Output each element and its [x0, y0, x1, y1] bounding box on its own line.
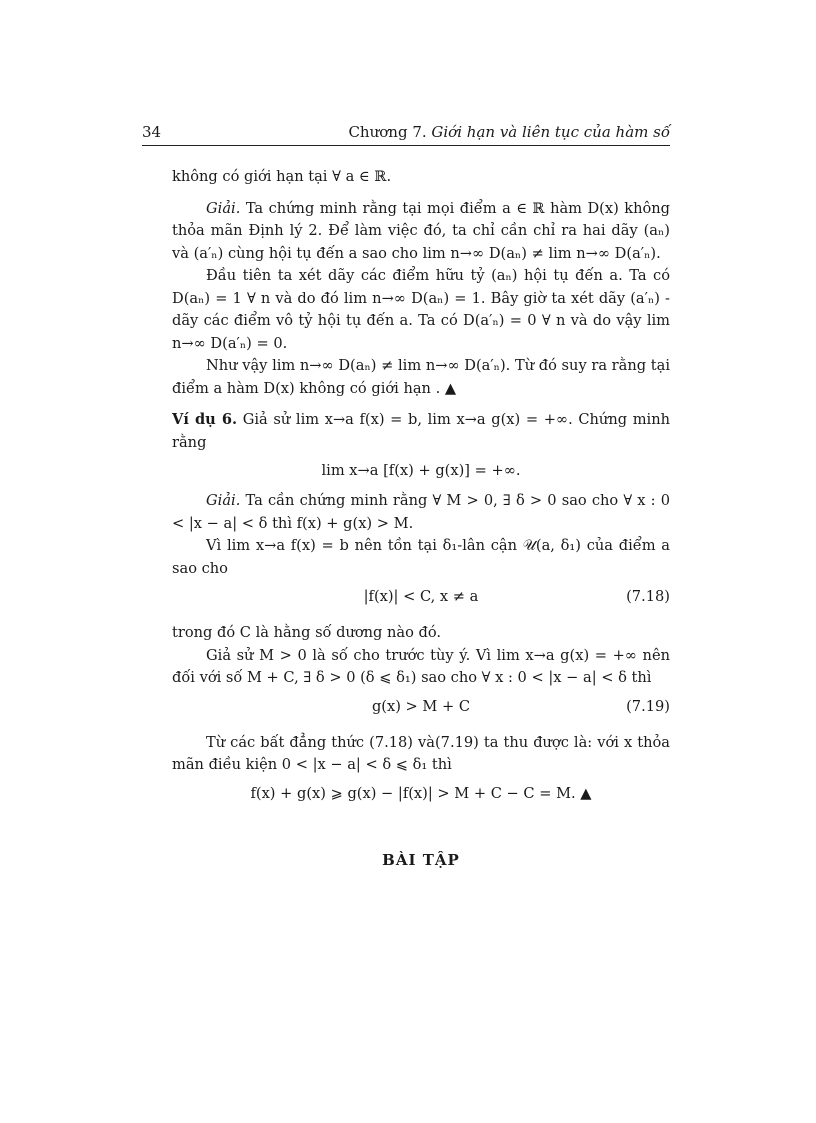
chapter-prefix: Chương 7.	[348, 123, 427, 141]
equation-main-text: lim x→a [f(x) + g(x)] = +∞.	[321, 462, 521, 479]
paragraph-4: Vì lim x→a f(x) = b nên tồn tại δ₁-lân cận 𝒰(a, δ₁) của điểm a sao cho	[172, 537, 670, 577]
equation-7-18-tag: (7.18)	[626, 588, 670, 605]
example-paragraph	[172, 409, 670, 454]
equation-final	[172, 777, 670, 819]
example-label: Ví dụ 6.	[172, 411, 238, 428]
page-header	[142, 123, 670, 146]
exercises-heading: BÀI TẬP	[382, 850, 460, 869]
page-body	[172, 166, 670, 871]
paragraph-7: Từ các bất đẳng thức (7.18) và(7.19) ta thu được là: với x thỏa mãn điều kiện 0 < |x − a| < δ ⩽ δ₁ thì	[172, 733, 670, 773]
solution-paragraph-2	[172, 490, 670, 535]
paragraph-3: Như vậy lim n→∞ D(aₙ) ≠ lim n→∞ D(a′ₙ). Từ đó suy ra rằng tại điểm a hàm D(x) không có giới hạn . ▲	[172, 357, 670, 397]
equation-7-19-tag: (7.19)	[626, 697, 670, 715]
paragraph-6: Giả sử M > 0 là số cho trước tùy ý. Vì lim x→a g(x) = +∞ nên đối với số M + C, ∃ δ > 0 (δ ⩽ δ₁) sao cho ∀ x : 0 < |x − a| < δ thì	[172, 646, 670, 686]
paragraph-2: Đầu tiên ta xét dãy các điểm hữu tỷ (aₙ) hội tụ đến a. Ta có D(aₙ) = 1 ∀ n và do đó lim n→∞ D(aₙ) = 1. Bây giờ ta xét dãy (a′ₙ) - dãy các điểm vô tỷ hội tụ đến a. Ta có D(a′ₙ) = 0 ∀ n và do vậy lim n→∞ D(a′ₙ) = 0.	[172, 267, 670, 352]
equation-7-18	[172, 580, 670, 622]
equation-7-18-text: |f(x)| < C, x ≠ a	[363, 588, 479, 605]
chapter-title	[348, 123, 670, 141]
equation-7-19	[172, 690, 670, 732]
solution-label: Giải.	[206, 199, 241, 217]
equation-main	[172, 454, 670, 490]
example-text: Giả sử lim x→a f(x) = b, lim x→a g(x) = +∞. Chứng minh rằng	[172, 411, 671, 451]
page-number: 34	[142, 123, 162, 141]
solution-label-2: Giải.	[206, 492, 241, 509]
equation-final-text: f(x) + g(x) ⩾ g(x) − |f(x)| > M + C − C = M. ▲	[250, 784, 592, 802]
solution-text-2: Ta cần chứng minh rằng ∀ M > 0, ∃ δ > 0 sao cho ∀ x : 0 < |x − a| < δ thì f(x) + g(x) > M.	[172, 492, 671, 532]
chapter-name: Giới hạn và liên tục của hàm số	[431, 123, 670, 141]
solution-text: Ta chứng minh rằng tại mọi điểm a ∈ ℝ hàm D(x) không thỏa mãn Định lý 2. Để làm việc đó, ta chỉ cần chỉ ra hai dãy (aₙ) và (a′ₙ) cùng hội tụ đến a sao cho lim n→∞ D(aₙ) ≠ lim n→∞ D(a′ₙ).	[172, 199, 671, 262]
solution-paragraph-1	[172, 198, 670, 266]
paragraph-5: trong đó C là hằng số dương nào đó.	[172, 624, 442, 641]
text-line-1: không có giới hạn tại ∀ a ∈ ℝ.	[172, 168, 392, 185]
equation-7-19-text: g(x) > M + C	[371, 697, 471, 715]
